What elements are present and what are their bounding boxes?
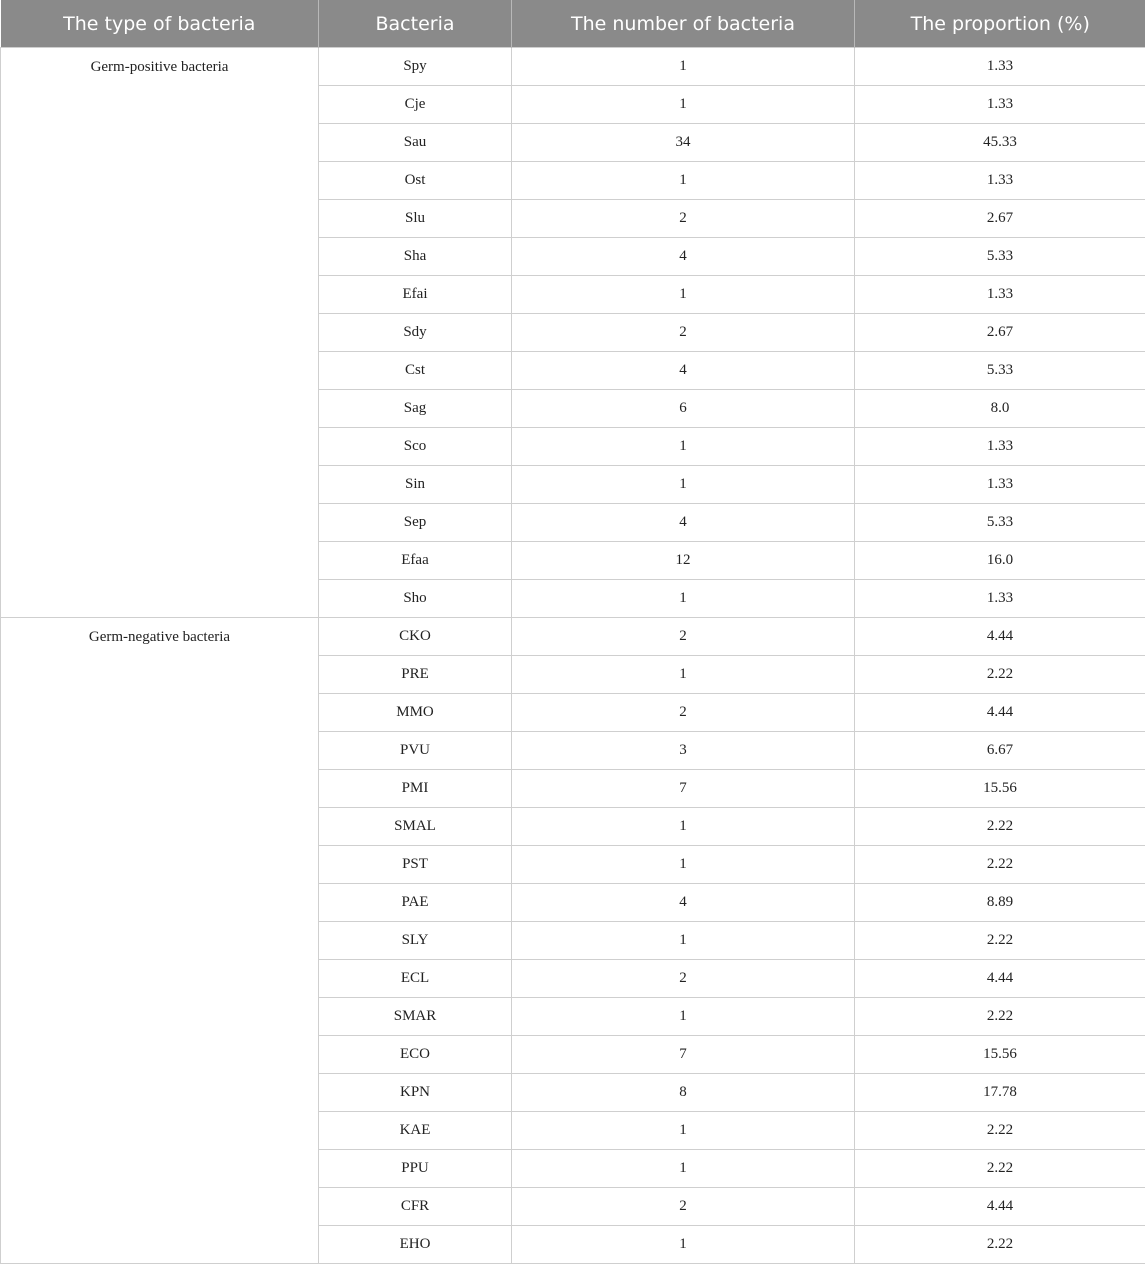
bacteria-count-cell: 4 [512,352,855,390]
bacteria-count-cell: 2 [512,314,855,352]
bacteria-name-cell: Spy [319,48,512,86]
bacteria-name-cell: Ost [319,162,512,200]
bacteria-name-cell: PPU [319,1150,512,1188]
bacteria-proportion-cell: 4.44 [855,1188,1145,1226]
bacteria-count-cell: 1 [512,86,855,124]
bacteria-count-cell: 1 [512,276,855,314]
bacteria-name-cell: EHO [319,1226,512,1264]
bacteria-name-cell: Sin [319,466,512,504]
bacteria-name-cell: PVU [319,732,512,770]
bacteria-proportion-cell: 16.0 [855,542,1145,580]
bacteria-count-cell: 2 [512,694,855,732]
bacteria-proportion-cell: 4.44 [855,618,1145,656]
bacteria-name-cell: CKO [319,618,512,656]
bacteria-name-cell: SLY [319,922,512,960]
bacteria-proportion-cell: 2.22 [855,922,1145,960]
bacteria-proportion-cell: 4.44 [855,694,1145,732]
bacteria-proportion-cell: 1.33 [855,428,1145,466]
header-type: The type of bacteria [1,0,319,48]
bacteria-proportion-cell: 2.67 [855,314,1145,352]
bacteria-proportion-cell: 1.33 [855,276,1145,314]
bacteria-count-cell: 1 [512,428,855,466]
bacteria-proportion-cell: 2.22 [855,1226,1145,1264]
bacteria-proportion-cell: 1.33 [855,86,1145,124]
header-row [1,0,1145,48]
bacteria-name-cell: Cst [319,352,512,390]
bacteria-name-cell: PRE [319,656,512,694]
bacteria-name-cell: Sho [319,580,512,618]
header-bacteria: Bacteria [319,0,512,48]
bacteria-proportion-cell: 2.22 [855,1150,1145,1188]
bacteria-count-cell: 2 [512,618,855,656]
bacteria-name-cell: PST [319,846,512,884]
bacteria-proportion-cell: 8.0 [855,390,1145,428]
bacteria-proportion-cell: 15.56 [855,1036,1145,1074]
table-row [1,48,1145,86]
bacteria-count-cell: 7 [512,770,855,808]
bacteria-proportion-cell: 15.56 [855,770,1145,808]
bacteria-count-cell: 2 [512,1188,855,1226]
bacteria-proportion-cell: 1.33 [855,162,1145,200]
bacteria-name-cell: CFR [319,1188,512,1226]
bacteria-proportion-cell: 2.22 [855,808,1145,846]
bacteria-count-cell: 4 [512,504,855,542]
bacteria-name-cell: PMI [319,770,512,808]
bacteria-proportion-cell: 1.33 [855,580,1145,618]
bacteria-count-cell: 4 [512,884,855,922]
bacteria-name-cell: Slu [319,200,512,238]
bacteria-type-cell: Germ-negative bacteria [1,618,319,1264]
bacteria-proportion-cell: 1.33 [855,466,1145,504]
bacteria-proportion-cell: 4.44 [855,960,1145,998]
bacteria-count-cell: 1 [512,922,855,960]
bacteria-name-cell: SMAL [319,808,512,846]
bacteria-name-cell: SMAR [319,998,512,1036]
bacteria-count-cell: 1 [512,1112,855,1150]
bacteria-proportion-cell: 45.33 [855,124,1145,162]
bacteria-proportion-cell: 8.89 [855,884,1145,922]
bacteria-count-cell: 2 [512,200,855,238]
bacteria-name-cell: Sag [319,390,512,428]
bacteria-proportion-cell: 2.22 [855,656,1145,694]
bacteria-name-cell: KPN [319,1074,512,1112]
bacteria-count-cell: 2 [512,960,855,998]
bacteria-count-cell: 1 [512,656,855,694]
bacteria-proportion-cell: 17.78 [855,1074,1145,1112]
bacteria-proportion-cell: 2.22 [855,846,1145,884]
bacteria-count-cell: 1 [512,1226,855,1264]
bacteria-type-cell: Germ-positive bacteria [1,48,319,618]
bacteria-name-cell: ECL [319,960,512,998]
bacteria-count-cell: 1 [512,48,855,86]
bacteria-name-cell: KAE [319,1112,512,1150]
bacteria-count-cell: 1 [512,580,855,618]
bacteria-name-cell: Sau [319,124,512,162]
bacteria-count-cell: 1 [512,466,855,504]
bacteria-proportion-cell: 5.33 [855,238,1145,276]
bacteria-name-cell: Cje [319,86,512,124]
bacteria-count-cell: 34 [512,124,855,162]
bacteria-name-cell: PAE [319,884,512,922]
bacteria-count-cell: 4 [512,238,855,276]
bacteria-name-cell: MMO [319,694,512,732]
header-proportion: The proportion (%) [855,0,1145,48]
bacteria-proportion-cell: 2.22 [855,998,1145,1036]
bacteria-count-cell: 3 [512,732,855,770]
bacteria-name-cell: Efaa [319,542,512,580]
bacteria-proportion-cell: 1.33 [855,48,1145,86]
header-number: The number of bacteria [512,0,855,48]
bacteria-name-cell: Sha [319,238,512,276]
bacteria-count-cell: 1 [512,1150,855,1188]
bacteria-proportion-cell: 5.33 [855,504,1145,542]
table-body [1,48,1145,1264]
bacteria-count-cell: 6 [512,390,855,428]
bacteria-count-cell: 8 [512,1074,855,1112]
bacteria-proportion-cell: 2.67 [855,200,1145,238]
bacteria-proportion-cell: 2.22 [855,1112,1145,1150]
bacteria-name-cell: ECO [319,1036,512,1074]
table-row [1,618,1145,656]
bacteria-name-cell: Sdy [319,314,512,352]
bacteria-name-cell: Sep [319,504,512,542]
bacteria-count-cell: 1 [512,998,855,1036]
bacteria-name-cell: Sco [319,428,512,466]
bacteria-name-cell: Efai [319,276,512,314]
table-header [1,0,1145,48]
bacteria-count-cell: 1 [512,162,855,200]
bacteria-proportion-cell: 5.33 [855,352,1145,390]
bacteria-count-cell: 7 [512,1036,855,1074]
bacteria-count-cell: 12 [512,542,855,580]
bacteria-count-cell: 1 [512,846,855,884]
bacteria-count-cell: 1 [512,808,855,846]
bacteria-proportion-cell: 6.67 [855,732,1145,770]
